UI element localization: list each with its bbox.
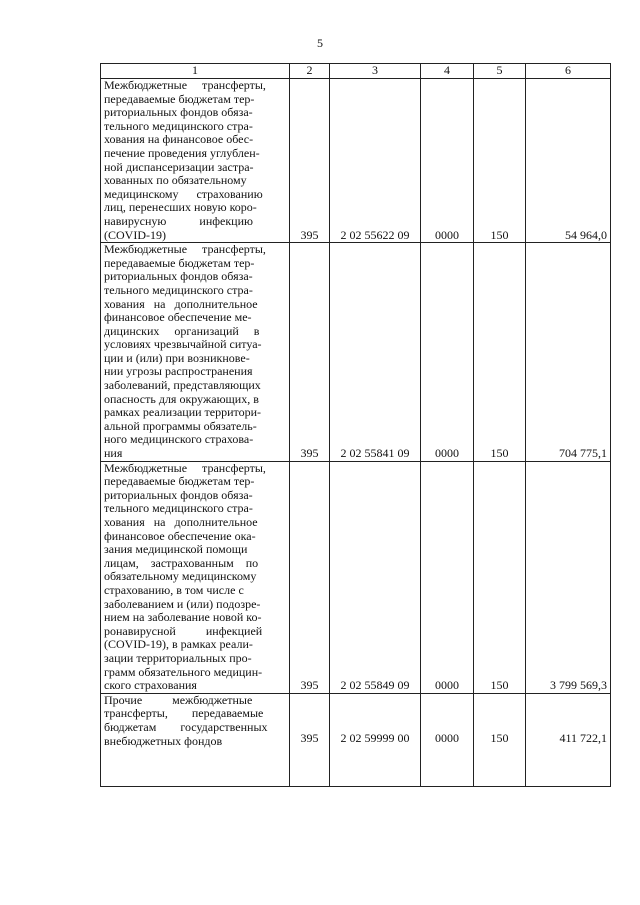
row-name-line: ронавирусной инфекцией: [104, 623, 263, 638]
row-name-line: рамках реализации территори-: [104, 405, 262, 420]
row-name-line: печение проведения углублен-: [104, 145, 260, 160]
row-name-line: зации территориальных про-: [104, 650, 252, 665]
program-code-cell: 0000: [421, 79, 474, 243]
row-name-line: лиц, перенесших новую коро-: [104, 200, 257, 215]
admin-code-cell: 395: [290, 243, 330, 462]
table-row: [101, 693, 611, 786]
econ-code-cell: 150: [474, 461, 526, 693]
row-name-line: Межбюджетные трансферты,: [104, 242, 266, 257]
header-col-6: 6: [526, 64, 611, 79]
budget-code-cell: 2 02 59999 00: [330, 693, 421, 786]
row-name-line: медицинскому страхованию: [104, 186, 263, 201]
amount-cell: 704 775,1: [526, 243, 611, 462]
row-name-line: ной диспансеризации застра-: [104, 159, 254, 174]
econ-code-cell: 150: [474, 243, 526, 462]
row-name-line: страхованию, в том числе с: [104, 582, 244, 597]
row-name-line: нием на заболевание новой ко-: [104, 610, 262, 625]
row-name-line: риториальных фондов обяза-: [104, 269, 253, 284]
page-number: 5: [317, 36, 323, 50]
row-name-line: передаваемые бюджетам тер-: [104, 255, 255, 270]
row-name-line: дицинских организаций в: [104, 323, 260, 338]
row-name-line: опасность для окружающих, в: [104, 391, 259, 406]
row-name-line: заболеваний, представляющих: [104, 378, 261, 393]
row-name-line: тельного медицинского стра-: [104, 118, 253, 133]
row-name-line: Межбюджетные трансферты,: [104, 78, 266, 92]
row-name-cell: [101, 243, 290, 462]
header-col-4: 4: [421, 64, 474, 79]
header-col-5: 5: [474, 64, 526, 79]
row-name-line: зания медицинской помощи: [104, 542, 248, 557]
header-col-3: 3: [330, 64, 421, 79]
row-name-line: внебюджетных фондов: [104, 733, 223, 748]
row-name-line: ции и (или) при возникнове-: [104, 350, 250, 365]
table-row: [101, 243, 611, 462]
row-name-line: ния: [104, 446, 123, 461]
row-name-line: ского страхования: [104, 678, 197, 693]
header-row: [101, 64, 611, 79]
row-name-line: передаваемые бюджетам тер-: [104, 474, 255, 489]
budget-code-cell: 2 02 55849 09: [330, 461, 421, 693]
row-name-line: обязательному медицинскому: [104, 569, 257, 584]
row-name-line: навирусную инфекцию: [104, 213, 253, 228]
row-name-cell: [101, 461, 290, 693]
header-col-2: 2: [290, 64, 330, 79]
row-name-line: заболеванием и (или) подозре-: [104, 596, 261, 611]
admin-code-cell: 395: [290, 79, 330, 243]
row-name-line: лицам, застрахованным по: [104, 555, 259, 570]
budget-code-cell: 2 02 55622 09: [330, 79, 421, 243]
row-name-line: хования на дополнительное: [104, 515, 258, 529]
row-name-line: (COVID-19): [104, 227, 166, 242]
admin-code-cell: 395: [290, 693, 330, 786]
header-col-1: 1: [101, 64, 290, 79]
row-name-line: условиях чрезвычайной ситуа-: [104, 337, 262, 352]
row-name-cell: [101, 79, 290, 243]
row-name-line: риториальных фондов обяза-: [104, 105, 253, 120]
row-name-line: хования на финансовое обес-: [104, 132, 254, 147]
admin-code-cell: 395: [290, 461, 330, 693]
econ-code-cell: 150: [474, 79, 526, 243]
row-name-line: финансовое обеспечение ме-: [104, 310, 252, 325]
econ-code-cell: 150: [474, 693, 526, 786]
budget-table: [100, 63, 611, 787]
row-name-line: нии угрозы распространения: [104, 364, 253, 379]
amount-cell: 3 799 569,3: [526, 461, 611, 693]
row-name-line: финансовое обеспечение ока-: [104, 528, 256, 543]
row-name-line: хованных по обязательному: [104, 173, 247, 188]
row-name-line: Прочие межбюджетные: [104, 692, 253, 707]
row-name-line: риториальных фондов обяза-: [104, 487, 253, 502]
budget-code-cell: 2 02 55841 09: [330, 243, 421, 462]
row-name-line: тельного медицинского стра-: [104, 501, 253, 516]
row-name-line: грамм обязательного медицин-: [104, 664, 263, 679]
row-name-line: трансферты, передаваемые: [104, 706, 264, 721]
row-name-line: передаваемые бюджетам тер-: [104, 91, 255, 106]
amount-cell: 54 964,0: [526, 79, 611, 243]
table-row: [101, 461, 611, 693]
row-name-line: Межбюджетные трансферты,: [104, 460, 266, 475]
table-row: [101, 79, 611, 243]
program-code-cell: 0000: [421, 243, 474, 462]
amount-cell: 411 722,1: [526, 693, 611, 786]
row-name-cell: [101, 693, 290, 786]
row-name-line: ного медицинского страхова-: [104, 432, 254, 447]
program-code-cell: 0000: [421, 461, 474, 693]
row-name-line: тельного медицинского стра-: [104, 282, 253, 297]
row-name-line: хования на дополнительное: [104, 296, 258, 311]
row-name-line: альной программы обязатель-: [104, 418, 257, 433]
row-name-line: бюджетам государственных: [104, 719, 268, 734]
row-name-line: (COVID-19), в рамках реали-: [104, 637, 253, 652]
program-code-cell: 0000: [421, 693, 474, 786]
